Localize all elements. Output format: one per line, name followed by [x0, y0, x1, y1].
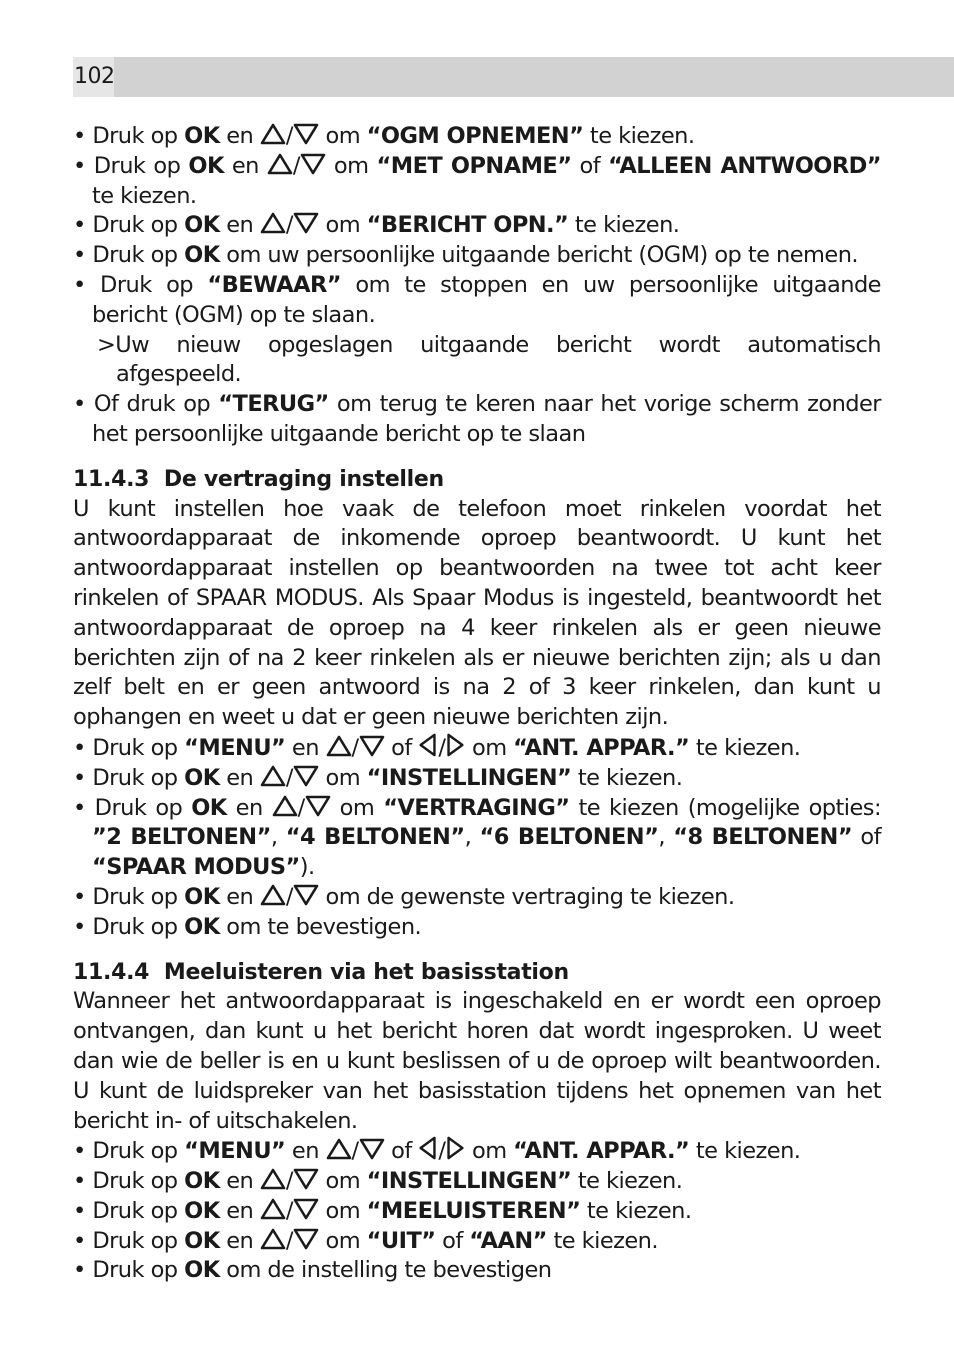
down-arrow-icon: [293, 1168, 319, 1190]
list-item: • Druk op OK en / om “INSTELLINGEN” te kiezen.: [73, 764, 683, 791]
list-item: • Druk op OK en / om “MET OPNAME” of “ALLEEN ANTWOORD” te kiezen.: [73, 152, 881, 209]
page-content: [73, 122, 881, 1286]
down-arrow-icon: [293, 1198, 319, 1220]
list-item: • Druk op OK en / om “VERTRAGING” te kiezen (mogelijke opties: ”2 BELTONEN”, “4 BELTONEN”, “6 BELTONEN”, “8 BELTONEN” of “SPAAR MODUS”).: [73, 794, 881, 881]
up-arrow-icon: [267, 153, 293, 175]
up-arrow-icon: [326, 1138, 352, 1160]
page-number: 102: [73, 57, 114, 97]
left-arrow-icon: [418, 1136, 438, 1160]
list-item: • Druk op OK en / om “OGM OPNEMEN” te kiezen.: [73, 123, 695, 149]
list-item: • Druk op OK en / om “MEELUISTEREN” te kiezen.: [73, 1197, 692, 1224]
list-item: • Druk op “MENU” en / of / om “ANT. APPAR.” te kiezen.: [73, 734, 801, 761]
left-arrow-icon: [418, 733, 438, 757]
list-item: • Druk op OK en / om “INSTELLINGEN” te kiezen.: [73, 1168, 683, 1195]
down-arrow-icon: [293, 884, 319, 906]
up-arrow-icon: [260, 1228, 286, 1250]
down-arrow-icon: [293, 1228, 319, 1250]
down-arrow-icon: [305, 795, 331, 817]
down-arrow-icon: [359, 1138, 385, 1160]
list-item: • Druk op “MENU” en / of / om “ANT. APPAR.” te kiezen.: [73, 1138, 801, 1165]
up-arrow-icon: [260, 212, 286, 234]
up-arrow-icon: [272, 795, 298, 817]
list-item: • Druk op OK om de instelling te bevestigen: [73, 1257, 552, 1284]
list-item: • Druk op OK om uw persoonlijke uitgaande bericht (OGM) op te nemen.: [73, 242, 859, 269]
down-arrow-icon: [300, 153, 326, 175]
section-body: U kunt instellen hoe vaak de telefoon moet rinkelen voordat het antwoordapparaat de inkomende oproep beantwoordt. U kunt het antwoordapparaat instellen op beantwoorden na twee tot acht keer rinkelen of SPAAR MODUS. Als Spaar Modus is ingesteld, beantwoordt het antwoordapparaat de oproep na 4 keer rinkelen als er geen nieuwe berichten zijn of na 2 keer rinkelen als er nieuwe berichten zijn; als u dan zelf belt en er geen antwoord is na 2 of 3 keer rinkelen, dan kunt u ophangen en weet u dat er geen nieuwe berichten zijn.: [73, 495, 881, 731]
up-arrow-icon: [260, 1168, 286, 1190]
down-arrow-icon: [293, 212, 319, 234]
list-item: • Of druk op “TERUG” om terug te keren naar het vorige scherm zonder het persoonlijke uitgaande bericht op te slaan: [73, 391, 881, 447]
list-item: • Druk op OK en / om “UIT” of “AAN” te kiezen.: [73, 1227, 658, 1254]
section-heading: 11.4.4 Meeluisteren via het basisstation: [73, 959, 569, 985]
down-arrow-icon: [293, 123, 319, 145]
up-arrow-icon: [260, 884, 286, 906]
section-body: Wanneer het antwoordapparaat is ingeschakeld en er wordt een oproep ontvangen, dan kunt u het bericht horen dat wordt ingesproken. U weet dan wie de beller is en u kunt beslissen of u de oproep wilt beantwoorden. U kunt de luidspreker van het basisstation tijdens het opnemen van het bericht in- of uitschakelen.: [73, 988, 881, 1134]
down-arrow-icon: [359, 735, 385, 757]
right-arrow-icon: [445, 733, 465, 757]
right-arrow-icon: [445, 1136, 465, 1160]
list-item: • Druk op OK en / om “BERICHT OPN.” te kiezen.: [73, 212, 680, 239]
up-arrow-icon: [260, 1198, 286, 1220]
list-item: • Druk op “BEWAAR” om te stoppen en uw persoonlijke uitgaande bericht (OGM) op te slaan.: [73, 271, 881, 328]
down-arrow-icon: [293, 765, 319, 787]
header-bar: [73, 57, 954, 97]
result-note: >Uw nieuw opgeslagen uitgaande bericht wordt automatisch afgespeeld.: [97, 331, 881, 388]
list-item: • Druk op OK om te bevestigen.: [73, 913, 422, 940]
up-arrow-icon: [260, 765, 286, 787]
section-heading: 11.4.3 De vertraging instellen: [73, 466, 444, 492]
up-arrow-icon: [326, 735, 352, 757]
up-arrow-icon: [260, 123, 286, 145]
list-item: • Druk op OK en / om de gewenste vertraging te kiezen.: [73, 883, 735, 910]
